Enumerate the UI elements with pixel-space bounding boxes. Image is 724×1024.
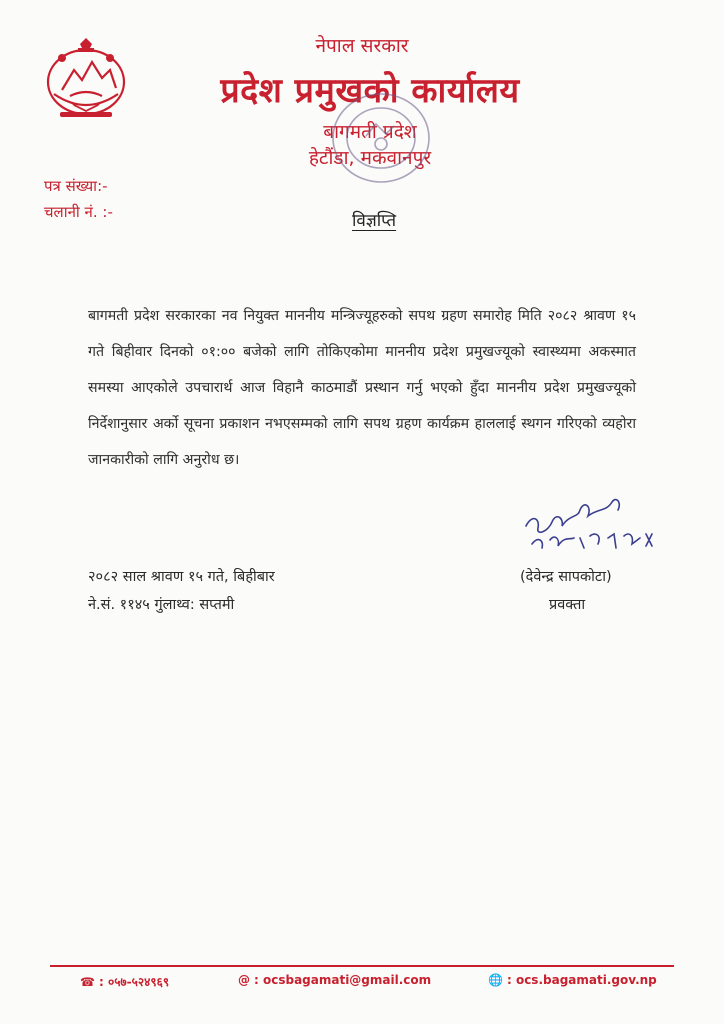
email-address[interactable]: ocsbagamati@gmail.com bbox=[262, 973, 432, 987]
globe-icon: 🌐 bbox=[488, 973, 503, 987]
footer-divider bbox=[50, 965, 674, 967]
notice-title: विज्ञप्ति bbox=[352, 211, 397, 231]
bs-date: २०८२ साल श्रावण १५ गते, बिहीबार bbox=[88, 569, 275, 585]
website-url[interactable]: ocs.bagamati.gov.np bbox=[515, 973, 657, 987]
reference-number-label: पत्र संख्या:- bbox=[44, 177, 108, 195]
handwritten-signature bbox=[518, 488, 668, 558]
nepal-sambat-date: ने.सं. ११४५ गुंलाथ्व: सप्तमी bbox=[88, 597, 235, 613]
province-name: बागमती प्रदेश bbox=[323, 121, 417, 143]
notice-body: बागमती प्रदेश सरकारका नव नियुक्त माननीय मन्त्रिज्यूहरुको सपथ ग्रहण समारोह मिति २०८२ श्रावण १५ गते बिहीवार दिनको ०१:०० बजेको लागि तोकिएकोमा माननीय प्रदेश प्रमुखज्यूको स्वास्थ्यमा अकस्मात समस्या आएकोले उपचारार्थ आज विहानै काठमाडौं प्रस्थान गर्नु भएको हुँदा माननीय प्रदेश प्रमुखज्यूको निर्देशानुसार अर्को सूचना प्रकाशन नभएसम्मको लागि सपथ ग्रहण कार्यक्रम हाललाई स्थगन गरिएको व्यहोरा जानकारीको लागि अनुरोध छ। bbox=[88, 308, 636, 468]
official-stamp-icon bbox=[326, 88, 436, 188]
office-name: प्रदेश प्रमुखको कार्यालय bbox=[220, 71, 520, 111]
footer-email: @ : ocsbagamati@gmail.com bbox=[238, 973, 432, 987]
footer-website: 🌐 : ocs.bagamati.gov.np bbox=[488, 973, 657, 987]
office-location: हेटौंडा, मकवानपुर bbox=[308, 147, 432, 169]
dispatch-number-label: चलानी नं. :- bbox=[44, 203, 113, 221]
signatory-name: (देवेन्द्र सापकोटा) bbox=[520, 569, 612, 585]
phone-number: ०५७-५२४९६९ bbox=[107, 975, 170, 989]
government-name: नेपाल सरकार bbox=[315, 35, 409, 57]
phone-icon: ☎ bbox=[80, 975, 95, 989]
signatory-role: प्रवक्ता bbox=[549, 597, 586, 613]
footer-phone: ☎ : ०५७-५२४९६९ bbox=[80, 975, 170, 989]
email-icon: @ bbox=[238, 973, 250, 987]
